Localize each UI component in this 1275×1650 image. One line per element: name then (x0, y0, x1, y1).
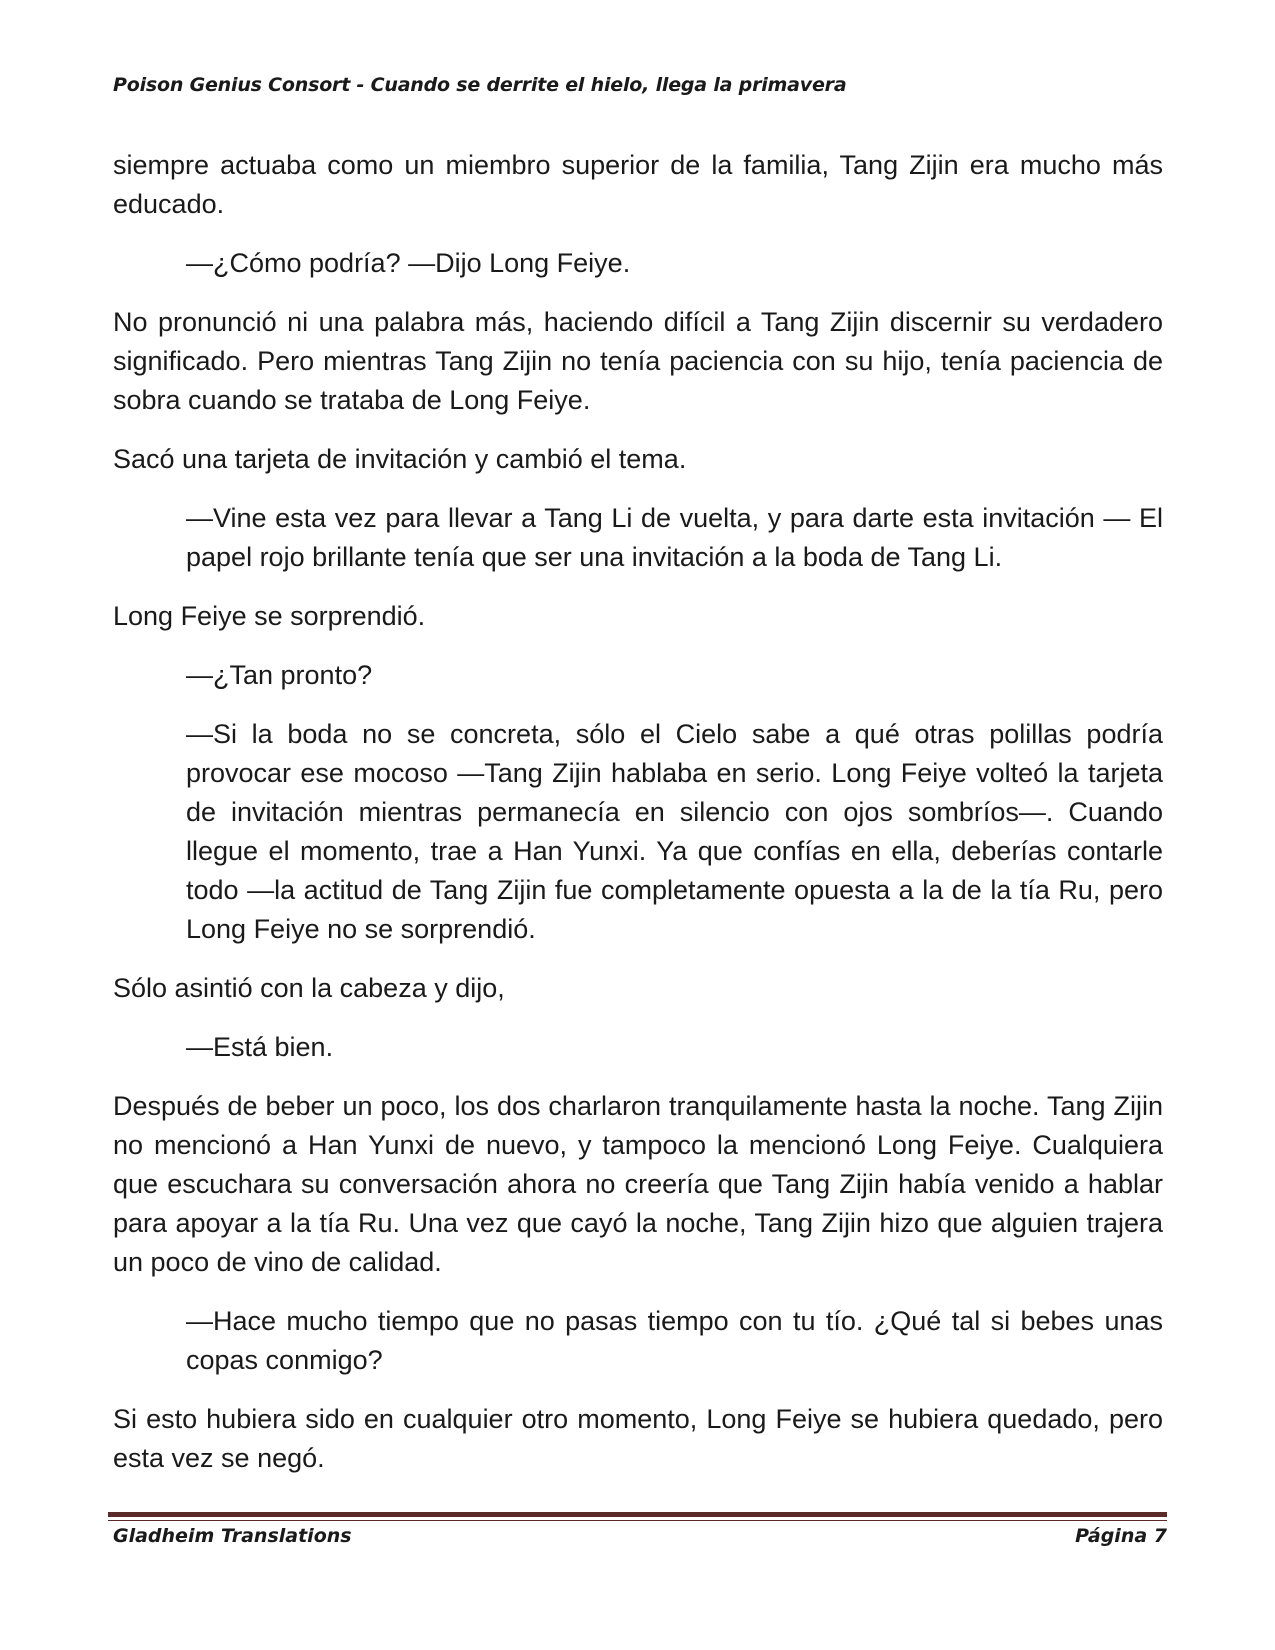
page-header-title: Poison Genius Consort - Cuando se derrite el hielo, llega la primavera (113, 74, 847, 96)
dialogue-paragraph: —Está bien. (186, 1032, 334, 1062)
paragraph: siempre actuaba como un miembro superior de la familia, Tang Zijin era mucho más educado. (113, 150, 1163, 219)
footer-rule-thin (108, 1520, 1167, 1521)
paragraph: No pronunció ni una palabra más, haciendo difícil a Tang Zijin discernir su verdadero significado. Pero mientras Tang Zijin no tenía paciencia con su hijo, tenía paciencia de sobra cuando se trataba de Long Feiye. (113, 307, 1163, 415)
footer-rule-thick (108, 1512, 1167, 1517)
footer-page-number: Página 7 (1075, 1525, 1167, 1547)
dialogue-paragraph: —Si la boda no se concreta, sólo el Cielo sabe a qué otras polillas podría provocar ese mocoso —Tang Zijin hablaba en serio. Long Feiye volteó la tarjeta de invitación mientras permanecía en silencio con ojos sombríos—. Cuando llegue el momento, trae a Han Yunxi. Ya que confías en ella, deberías contarle todo —la actitud de Tang Zijin fue completamente opuesta a la de la tía Ru, pero Long Feiye no se sorprendió. (186, 719, 1163, 944)
paragraph: Si esto hubiera sido en cualquier otro momento, Long Feiye se hubiera quedado, pero esta vez se negó. (113, 1404, 1163, 1473)
paragraph: Sólo asintió con la cabeza y dijo, (113, 973, 505, 1003)
paragraph: Long Feiye se sorprendió. (113, 601, 426, 631)
page-body (113, 146, 1163, 1498)
dialogue-paragraph: —¿Cómo podría? —Dijo Long Feiye. (186, 248, 631, 278)
paragraph: Después de beber un poco, los dos charlaron tranquilamente hasta la noche. Tang Zijin no mencionó a Han Yunxi de nuevo, y tampoco la mencionó Long Feiye. Cualquiera que escuchara su conversación ahora no creería que Tang Zijin había venido a hablar para apoyar a la tía Ru. Una vez que cayó la noche, Tang Zijin hizo que alguien trajera un poco de vino de calidad. (113, 1091, 1163, 1277)
paragraph: Sacó una tarjeta de invitación y cambió el tema. (113, 444, 687, 474)
dialogue-paragraph: —¿Tan pronto? (186, 660, 373, 690)
footer-translator-name: Gladheim Translations (113, 1525, 352, 1547)
dialogue-paragraph: —Hace mucho tiempo que no pasas tiempo con tu tío. ¿Qué tal si bebes unas copas conmigo? (186, 1306, 1163, 1375)
dialogue-paragraph: —Vine esta vez para llevar a Tang Li de vuelta, y para darte esta invitación — El papel rojo brillante tenía que ser una invitación a la boda de Tang Li. (186, 503, 1163, 572)
